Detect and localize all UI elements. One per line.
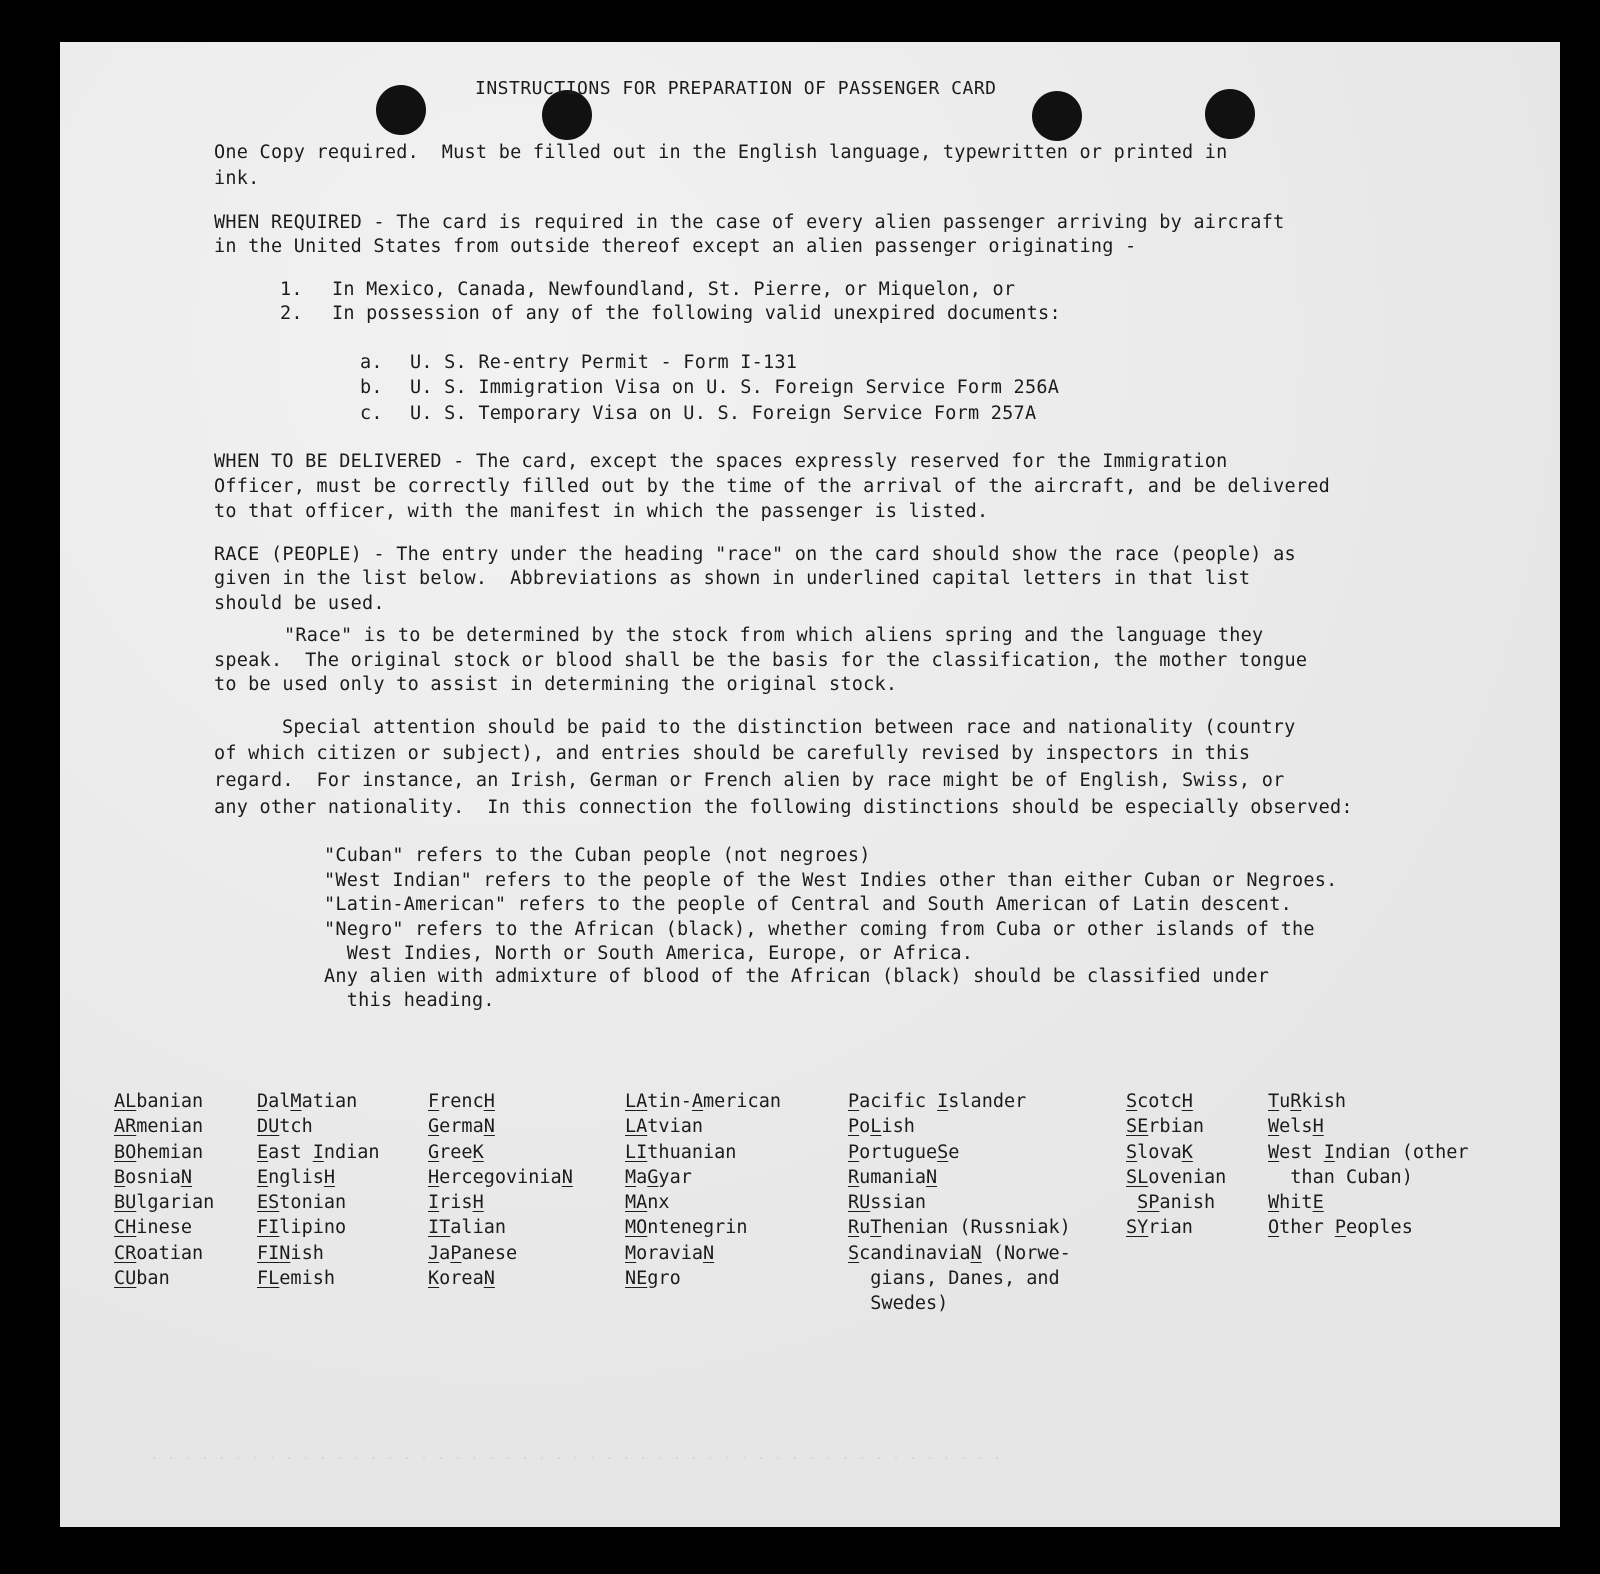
race-entry: RUssian — [848, 1192, 926, 1214]
race-entry: ScandinaviaN (Norwe- — [848, 1242, 1071, 1264]
race-column — [848, 1089, 1071, 1317]
race-entry: RuThenian (Russniak) — [848, 1217, 1071, 1239]
item-number: 2. — [280, 303, 303, 324]
race-entry: FIlipino — [257, 1217, 347, 1239]
when-required-line: in the United States from outside thereof except an alien passenger originating - — [214, 236, 1137, 257]
doc-text: U. S. Temporary Visa on U. S. Foreign Service Form 257A — [410, 403, 1037, 424]
doc-text: U. S. Immigration Visa on U. S. Foreign Service Form 256A — [410, 377, 1060, 398]
race-entry: MOntenegrin — [625, 1217, 748, 1239]
race-entry: DUtch — [257, 1116, 313, 1138]
race-entry: WhitE — [1268, 1192, 1324, 1214]
race-def-line: "Race" is to be determined by the stock from which aliens spring and the language they — [284, 625, 1264, 646]
punch-hole — [376, 85, 426, 135]
race-entry: than Cuban) — [1290, 1166, 1413, 1188]
distinction-line: this heading. — [324, 990, 495, 1011]
race-entry: East Indian — [257, 1141, 380, 1163]
race-entry: MoraviaN — [625, 1242, 715, 1264]
race-entry: FLemish — [257, 1268, 335, 1290]
race-entry: SPanish — [1137, 1192, 1216, 1214]
document-title: INSTRUCTIONS FOR PREPARATION OF PASSENGER CARD — [475, 78, 997, 99]
race-entry: IrisH — [428, 1192, 484, 1214]
race-entry: gians, Danes, and — [870, 1268, 1060, 1290]
when-delivered-line: Officer, must be correctly filled out by the time of the arrival of the aircraft, and be delivered — [214, 476, 1331, 497]
race-entry: SLovenian — [1126, 1166, 1227, 1188]
race-entry: PortugueSe — [848, 1141, 960, 1163]
doc-letter: c. — [360, 403, 383, 424]
race-people-line: given in the list below. Abbreviations as shown in underlined capital letters in that list — [214, 568, 1251, 589]
intro-line: One Copy required. Must be filled out in the English language, typewritten or printed in — [214, 142, 1228, 163]
race-column — [1126, 1089, 1226, 1241]
race-column — [1268, 1089, 1469, 1241]
race-entry: EnglisH — [257, 1166, 335, 1188]
bleed-through-text: . . . . . . . . . . . . . . . . . . . . . . . . . . . . . . . . . . . . . . . . . . . . . . . . . . . — [150, 1447, 1002, 1463]
race-entry: LAtvian — [625, 1116, 703, 1138]
race-entry: PoLish — [848, 1116, 915, 1138]
race-entry: FrencH — [428, 1091, 495, 1112]
distinction-line: "West Indian" refers to the people of the West Indies other than either Cuban or Negroes. — [324, 870, 1338, 891]
race-entry: Pacific Islander — [848, 1091, 1027, 1112]
race-def-line: to be used only to assist in determining the original stock. — [214, 674, 898, 695]
when-delivered-line: WHEN TO BE DELIVERED - The card, except the spaces expressly reserved for the Immigration — [214, 451, 1228, 472]
when-delivered-line: to that officer, with the manifest in which the passenger is listed. — [214, 501, 989, 522]
race-entry: CUban — [114, 1268, 170, 1290]
race-entry: MAnx — [625, 1192, 670, 1214]
special-line: any other nationality. In this connection the following distinctions should be especially observed: — [214, 797, 1353, 818]
distinction-line: "Cuban" refers to the Cuban people (not negroes) — [324, 845, 871, 866]
race-entry: MaGyar — [625, 1166, 692, 1188]
race-people-line: should be used. — [214, 593, 385, 614]
race-entry: BOhemian — [114, 1141, 204, 1163]
special-line: Special attention should be paid to the distinction between race and nationality (country — [282, 717, 1296, 738]
race-entry: Swedes) — [870, 1293, 949, 1315]
race-entry: Other Peoples — [1268, 1217, 1413, 1239]
race-entry: ARmenian — [114, 1116, 204, 1138]
punch-hole — [1205, 89, 1255, 139]
race-entry: FINish — [257, 1242, 324, 1264]
race-column — [257, 1089, 380, 1291]
race-entry: TuRkish — [1268, 1091, 1346, 1112]
item-text: In possession of any of the following valid unexpired documents: — [332, 303, 1061, 324]
race-entry: GreeK — [428, 1141, 484, 1163]
race-entry: GermaN — [428, 1116, 495, 1138]
race-entry: West Indian (other — [1268, 1141, 1469, 1163]
race-column — [428, 1089, 573, 1291]
race-entry: LAtin-American — [625, 1091, 781, 1112]
item-text: In Mexico, Canada, Newfoundland, St. Pierre, or Miquelon, or — [332, 279, 1016, 300]
race-entry: SlovaK — [1126, 1141, 1193, 1163]
race-entry: ALbanian — [114, 1091, 204, 1112]
distinction-line: "Latin-American" refers to the people of Central and South American of Latin descent. — [324, 894, 1292, 915]
race-entry: WelsH — [1268, 1116, 1324, 1138]
race-entry: SYrian — [1126, 1217, 1193, 1239]
doc-text: U. S. Re-entry Permit - Form I-131 — [410, 352, 798, 373]
race-entry: CHinese — [114, 1217, 192, 1239]
race-column — [114, 1089, 214, 1291]
race-entry: JaPanese — [428, 1242, 518, 1264]
race-people-line: RACE (PEOPLE) - The entry under the heading "race" on the card should show the race (people) as — [214, 544, 1296, 565]
race-entry: LIthuanian — [625, 1141, 737, 1163]
race-entry: SErbian — [1126, 1116, 1204, 1138]
distinction-line: West Indies, North or South America, Europe, or Africa. — [324, 943, 974, 964]
doc-letter: b. — [360, 377, 383, 398]
special-line: of which citizen or subject), and entries should be carefully revised by inspectors in this — [214, 743, 1251, 764]
punch-hole — [1032, 91, 1082, 141]
race-entry: BUlgarian — [114, 1192, 215, 1214]
when-required-line: WHEN REQUIRED - The card is required in the case of every alien passenger arriving by aircraft — [214, 212, 1285, 233]
distinction-line: "Negro" refers to the African (black), whether coming from Cuba or other islands of the — [324, 919, 1315, 940]
race-entry: ITalian — [428, 1217, 506, 1239]
doc-letter: a. — [360, 352, 383, 373]
distinction-line: Any alien with admixture of blood of the African (black) should be classified under — [324, 966, 1270, 987]
race-column — [625, 1089, 781, 1291]
race-entry: DalMatian — [257, 1091, 358, 1112]
item-number: 1. — [280, 279, 303, 300]
race-entry: CRoatian — [114, 1242, 204, 1264]
race-entry: EStonian — [257, 1192, 347, 1214]
intro-line: ink. — [214, 168, 260, 189]
race-entry: KoreaN — [428, 1268, 495, 1290]
race-def-line: speak. The original stock or blood shall be the basis for the classification, the mother tongue — [214, 650, 1308, 671]
race-entry: BosniaN — [114, 1166, 192, 1188]
race-entry: RumaniaN — [848, 1166, 938, 1188]
special-line: regard. For instance, an Irish, German or French alien by race might be of English, Swiss, or — [214, 770, 1285, 791]
race-entry: NEgro — [625, 1268, 681, 1290]
race-entry: HercegoviniaN — [428, 1166, 573, 1188]
race-entry: ScotcH — [1126, 1091, 1193, 1112]
